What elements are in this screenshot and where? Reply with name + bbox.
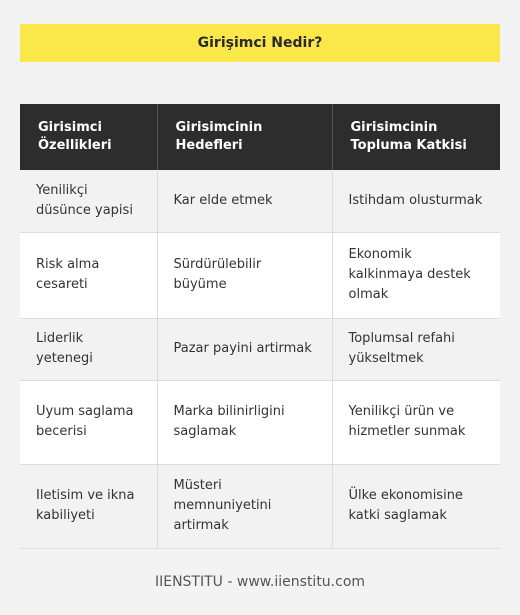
table-cell: Ekonomik kalkinmaya destek olmak [332,232,500,318]
table-cell: Ülke ekonomisine katki saglamak [332,464,500,548]
table-cell: Müsteri memnuniyetini artirmak [157,464,332,548]
table-cell: Kar elde etmek [157,170,332,232]
table-cell: Yenilikçi ürün ve hizmetler sunmak [332,380,500,464]
header-goals: Girisimcinin Hedefleri [157,104,332,170]
table-cell: Istihdam olusturmak [332,170,500,232]
table-cell: Pazar payini artirmak [157,318,332,380]
table-row [20,380,500,464]
table-cell: Sürdürülebilir büyüme [157,232,332,318]
table-header-row [20,104,500,170]
title-banner [20,24,500,62]
table-cell: Yenilikçi düsünce yapisi [20,170,157,232]
entrepreneur-table [20,104,500,549]
footer-credit: IIENSTITU - www.iienstitu.com [154,574,366,590]
table-cell: Liderlik yetenegi [20,318,157,380]
table-row [20,232,500,318]
table-cell: Iletisim ve ikna kabiliyeti [20,464,157,548]
table-cell: Toplumsal refahi yükseltmek [332,318,500,380]
page-title: Girişimci Nedir? [197,35,323,51]
table-row [20,170,500,232]
table-row [20,464,500,548]
table-cell: Marka bilinirligini saglamak [157,380,332,464]
header-contribution: Girisimcinin Topluma Katkisi [332,104,500,170]
header-characteristics: Girisimci Özellikleri [20,104,157,170]
table-cell: Uyum saglama becerisi [20,380,157,464]
table-row [20,318,500,380]
table-cell: Risk alma cesareti [20,232,157,318]
